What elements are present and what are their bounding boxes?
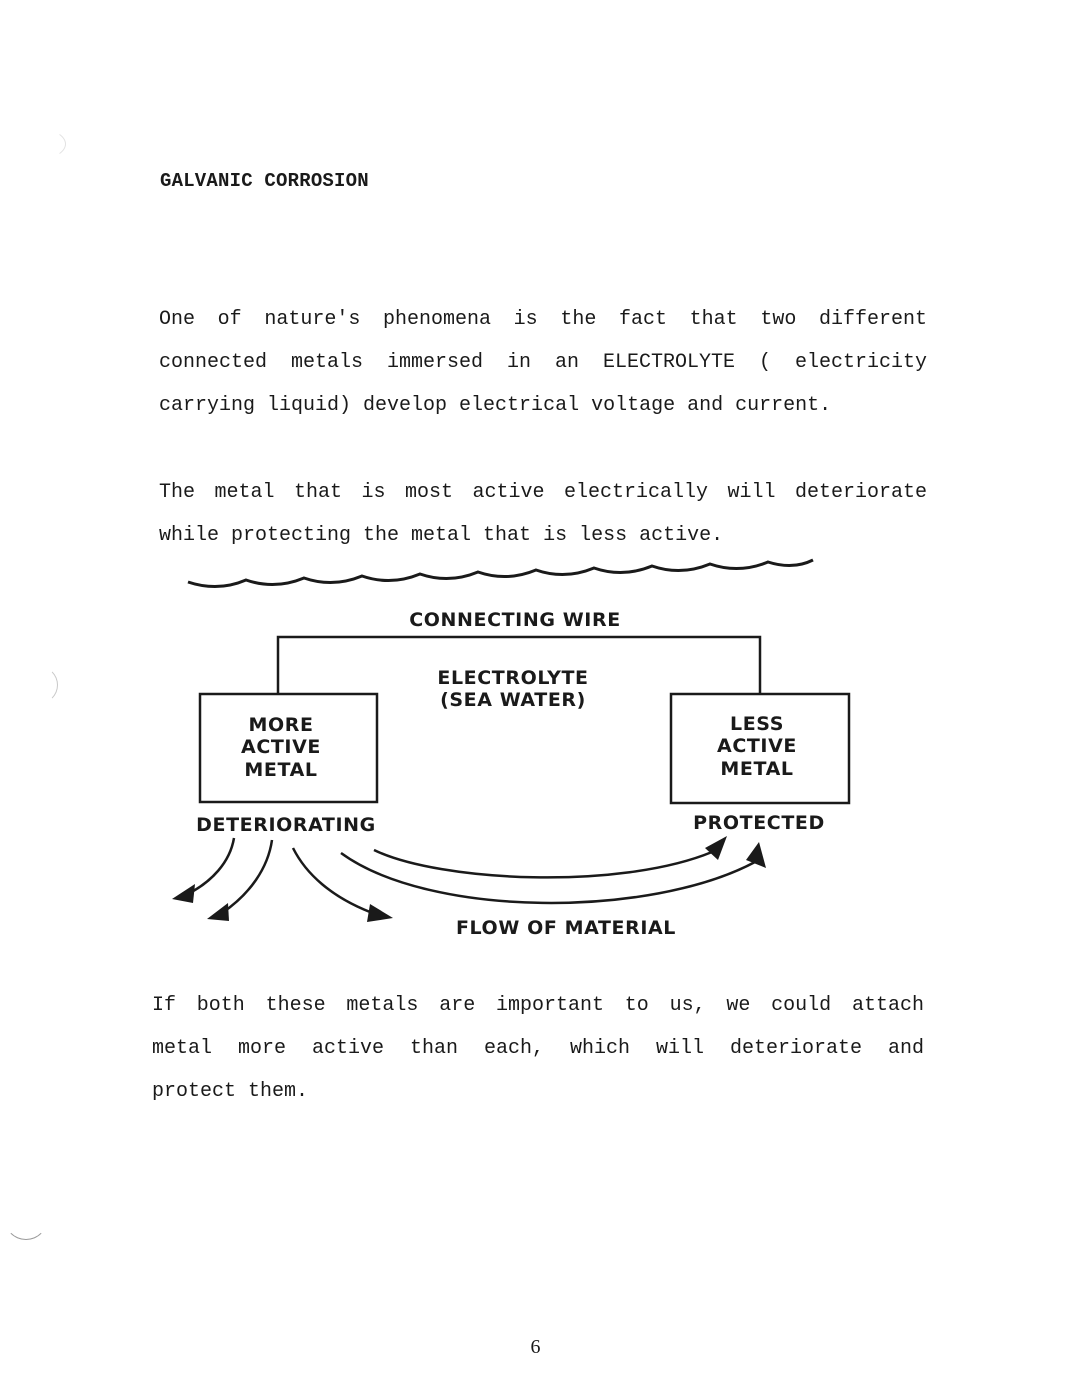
flow-of-material-label: FLOW OF MATERIAL [455, 917, 677, 939]
connecting-wire-label: CONNECTING WIRE [409, 609, 621, 631]
arrowhead [367, 904, 393, 922]
flow-of-material-arrows [341, 850, 755, 903]
more-active-metal-label: ACTIVE [241, 736, 321, 758]
protected-label: PROTECTED [693, 812, 825, 834]
page-heading: GALVANIC CORROSION [160, 170, 369, 192]
page-number: 6 [530, 1336, 541, 1358]
paragraph-line: protect them. [152, 1080, 309, 1103]
scan-artifact [8, 128, 66, 160]
paragraph-line: The metal that is most active electrically will deteriorate [159, 481, 927, 504]
water-surface-wave [188, 560, 813, 587]
arrowhead [705, 836, 727, 860]
paragraph-line: One of nature's phenomena is the fact that two different [159, 308, 927, 331]
less-active-metal-label: ACTIVE [717, 735, 797, 757]
deteriorating-label: DETERIORATING [196, 814, 376, 836]
paragraph-line: connected metals immersed in an ELECTROLYTE ( electricity [159, 351, 927, 374]
deterioration-arrows [186, 838, 378, 915]
paragraph-line: while protecting the metal that is less active. [159, 524, 724, 547]
conclusion-paragraph [152, 992, 924, 1121]
flow-arrowheads [705, 836, 766, 868]
paragraph-line: metal more active than each, which will deteriorate and [152, 1037, 924, 1060]
scan-artifact [20, 666, 58, 704]
less-active-metal-label: METAL [720, 758, 794, 780]
scan-artifact [4, 1196, 48, 1240]
paragraph-line: If both these metals are important to us, we could attach [152, 994, 924, 1017]
deterioration-arrow [293, 848, 378, 915]
arrowhead [207, 903, 229, 921]
flow-arrow-inner [374, 850, 712, 877]
electrolyte-sublabel: (SEA WATER) [440, 689, 586, 711]
more-active-metal-label: MORE [248, 714, 314, 736]
paragraph-line: carrying liquid) develop electrical voltage and current. [159, 394, 832, 417]
deterioration-arrowheads [172, 884, 393, 922]
electrolyte-label: ELECTROLYTE [437, 667, 589, 689]
less-active-metal-label: LESS [729, 713, 785, 735]
arrowhead [172, 884, 195, 903]
more-active-metal-label: METAL [244, 759, 318, 781]
